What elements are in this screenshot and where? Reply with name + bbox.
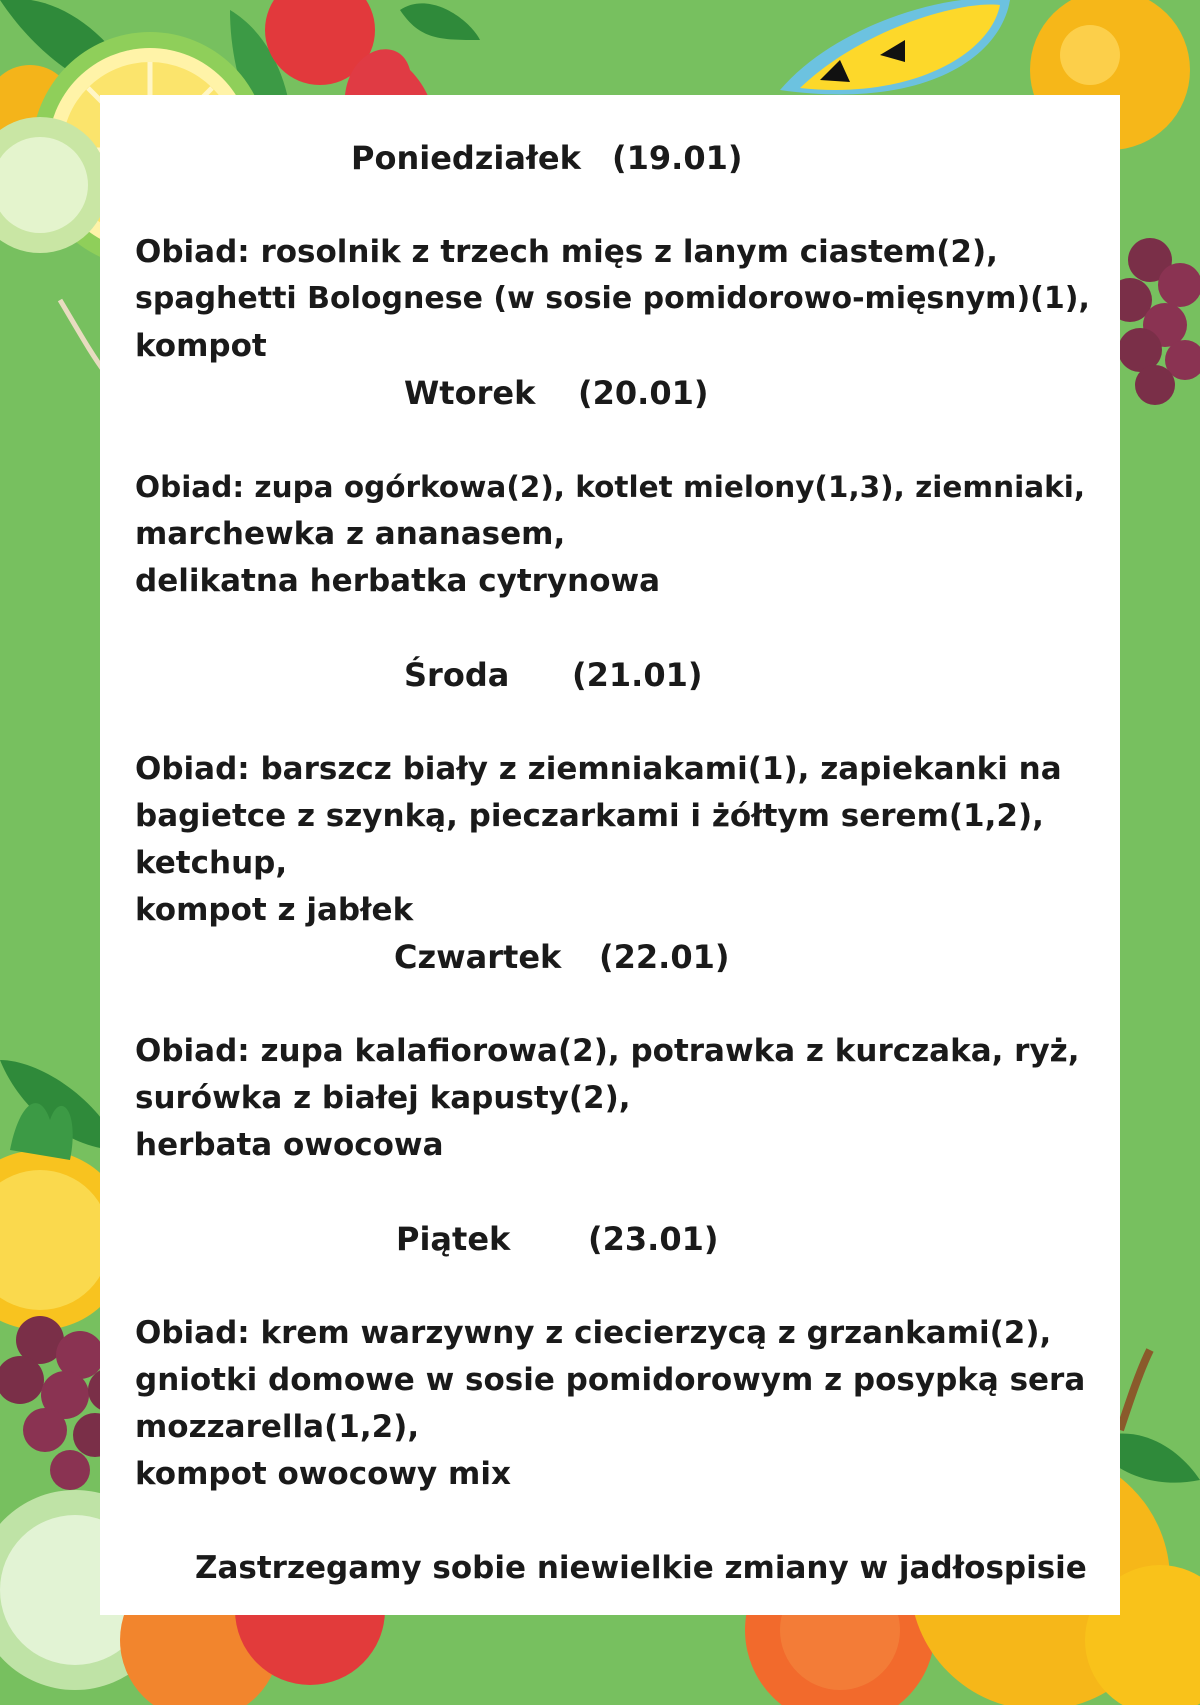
menu-line: ketchup, [135,845,288,881]
day-date-tuesday: (20.01) [578,374,709,412]
day-heading-tuesday: Wtorek [404,374,536,412]
menu-line: Obiad: rosolnik z trzech mięs z lanym ciastem(2), [135,234,998,270]
day-heading-wednesday: Środa [404,656,510,694]
menu-line: kompot owocowy mix [135,1456,511,1492]
day-date-monday: (19.01) [612,139,743,177]
day-heading-thursday: Czwartek [394,938,562,976]
menu-line: spaghetti Bolognese (w sosie pomidorowo-mięsnym)(1), [135,281,1090,316]
menu-line: Obiad: barszcz biały z ziemniakami(1), zapiekanki na [135,751,1062,787]
menu-line: bagietce z szynką, pieczarkami i żółtym serem(1,2), [135,798,1044,834]
menu-line: delikatna herbatka cytrynowa [135,563,661,599]
day-heading-monday: Poniedziałek [351,139,581,177]
menu-line: Obiad: zupa ogórkowa(2), kotlet mielony(1,3), ziemniaki, [135,470,1086,504]
menu-line: marchewka z ananasem, [135,516,566,552]
day-date-thursday: (22.01) [599,938,730,976]
day-heading-friday: Piątek [396,1220,511,1258]
menu-line: mozzarella(1,2), [135,1409,420,1445]
day-date-wednesday: (21.01) [572,656,703,694]
menu-line: kompot [135,328,267,364]
menu-line: kompot z jabłek [135,892,414,928]
menu-line: Obiad: zupa kalafiorowa(2), potrawka z kurczaka, ryż, [135,1033,1080,1069]
menu-line: herbata owocowa [135,1127,444,1163]
menu-footer-note: Zastrzegamy sobie niewielkie zmiany w jadłospisie [195,1550,1087,1586]
menu-line: Obiad: krem warzywny z ciecierzycą z grzankami(2), [135,1315,1052,1351]
menu-line: gniotki domowe w sosie pomidorowym z posypką sera [135,1362,1086,1398]
day-date-friday: (23.01) [588,1220,719,1258]
menu-line: surówka z białej kapusty(2), [135,1080,631,1116]
